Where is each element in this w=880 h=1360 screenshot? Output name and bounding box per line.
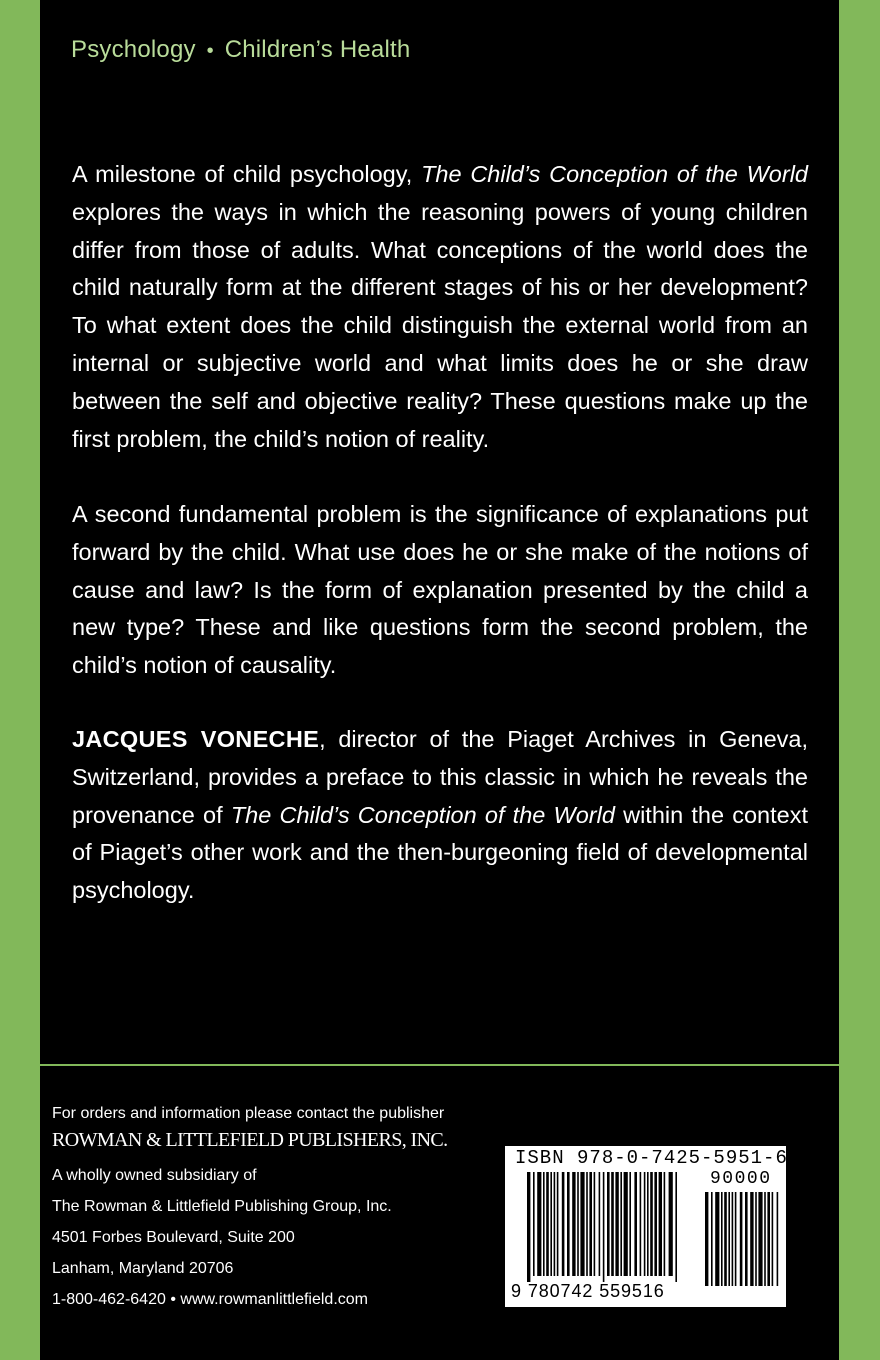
barcode-bar	[715, 1192, 719, 1286]
barcode-bar	[580, 1172, 584, 1276]
barcode-bar	[777, 1192, 779, 1286]
barcode-bar	[527, 1172, 530, 1282]
p1-lead: A milestone of child psychology,	[72, 161, 422, 187]
barcode-bar	[732, 1192, 734, 1286]
orders-line: For orders and information please contact the publisher	[52, 1105, 445, 1122]
barcode-bar	[758, 1192, 762, 1286]
p3-book-title: The Child’s Conception of the World	[230, 801, 615, 828]
barcode-bar	[721, 1192, 723, 1286]
barcode-bar	[599, 1172, 601, 1276]
barcode-bar	[611, 1172, 614, 1276]
barcode-bar	[705, 1192, 708, 1286]
barcode-bar	[586, 1172, 588, 1276]
barcode-bar	[675, 1172, 677, 1282]
barcode-bar	[546, 1172, 549, 1276]
barcode-bar	[589, 1172, 592, 1276]
address-line-1: 4501 Forbes Boulevard, Suite 200	[52, 1229, 295, 1246]
barcode-bar	[620, 1172, 622, 1276]
barcode-bar	[594, 1172, 596, 1276]
barcode-bar	[644, 1172, 646, 1276]
isbn-number: ISBN 978-0-7425-5951-6	[515, 1147, 788, 1169]
description-paragraph-3	[72, 721, 808, 910]
barcode-bar	[724, 1192, 727, 1286]
price-code: 90000	[710, 1169, 772, 1189]
barcode-bar	[735, 1192, 737, 1286]
barcode-bar	[557, 1172, 559, 1276]
p1-body: explores the ways in which the reasoning powers of young children differ from those of adults. What conceptions of the world does the child naturally form at the different stages of his or her development? To what extent does the child distinguish the external world from an internal or subjective world and what limits does he or she draw between the self and objective reality? These questions make up the first problem, the child’s notion of reality.	[72, 198, 808, 452]
barcode-bar	[711, 1192, 713, 1286]
subsidiary-line: A wholly owned subsidiary of	[52, 1167, 257, 1184]
p3-body: within the context of Piaget’s other work and the then-burgeoning field of developmental psychology.	[72, 801, 809, 904]
barcode-bar	[537, 1172, 541, 1276]
section-divider	[40, 1064, 839, 1066]
barcode-bar	[772, 1192, 774, 1286]
ean-group-2: 559516	[599, 1281, 665, 1301]
publisher-name: ROWMAN & LITTLEFIELD PUBLISHERS, INC.	[52, 1129, 448, 1151]
barcode-bar	[728, 1192, 730, 1286]
barcode-bar	[634, 1172, 637, 1276]
barcode-bar	[607, 1172, 610, 1276]
p1-book-title: The Child’s Conception of the World	[421, 161, 808, 187]
barcode-bar	[624, 1172, 628, 1276]
address-line-2: Lanham, Maryland 20706	[52, 1260, 234, 1277]
barcode-bar	[567, 1172, 570, 1276]
phone-number: 1-800-462-6420	[52, 1291, 166, 1308]
barcode-bar	[603, 1172, 605, 1282]
phone-website-line	[52, 1291, 368, 1309]
barcode-bar	[764, 1192, 766, 1286]
barcode-bar	[562, 1172, 565, 1276]
barcode-bar	[577, 1172, 579, 1276]
category-line	[71, 36, 410, 64]
category-psychology: Psychology	[71, 36, 196, 63]
category-childrens-health: Children’s Health	[224, 36, 411, 63]
barcode-bar	[533, 1172, 535, 1276]
category-separator: •	[206, 40, 214, 62]
barcode-bar	[647, 1172, 649, 1276]
barcode-bar	[554, 1172, 556, 1276]
ean-digits	[511, 1281, 665, 1302]
barcode-bar	[654, 1172, 657, 1276]
barcode-bar	[572, 1172, 575, 1276]
contact-separator: •	[170, 1291, 176, 1308]
ean-group-1: 780742	[527, 1281, 594, 1301]
barcode-bar	[615, 1172, 618, 1276]
preface-author-name: JACQUES VONECHE	[72, 726, 320, 752]
description-paragraph-1	[72, 156, 808, 458]
barcode-bar	[550, 1172, 552, 1276]
barcode-bar	[659, 1172, 662, 1276]
barcode-bar	[629, 1172, 631, 1276]
barcode-bar	[669, 1172, 673, 1276]
isbn-barcode	[505, 1146, 786, 1307]
barcode-bar	[664, 1172, 666, 1276]
barcode-bar	[740, 1192, 743, 1286]
barcode-bar	[650, 1172, 653, 1276]
barcode-bar	[750, 1192, 753, 1286]
barcode-bar	[543, 1172, 545, 1276]
p3-lead: , director of the Piaget Archives in Geneva, Switzerland, provides a preface to this classic in which he reveals the provenance of	[72, 726, 809, 828]
barcode-bar	[745, 1192, 748, 1286]
barcode-bar	[755, 1192, 757, 1286]
description-paragraph-2: A second fundamental problem is the significance of explanations put forward by the child. What use does he or she make of the notions of cause and law? Is the form of explanation presented by the child a new type? These and like questions form the second problem, the child’s notion of causality.	[72, 501, 808, 679]
ean-first-digit: 9	[511, 1281, 522, 1301]
barcode-bar	[767, 1192, 770, 1286]
barcode-bar	[640, 1172, 642, 1276]
parent-company: The Rowman & Littlefield Publishing Group, Inc.	[52, 1198, 392, 1215]
website-url[interactable]: www.rowmanlittlefield.com	[180, 1291, 368, 1308]
